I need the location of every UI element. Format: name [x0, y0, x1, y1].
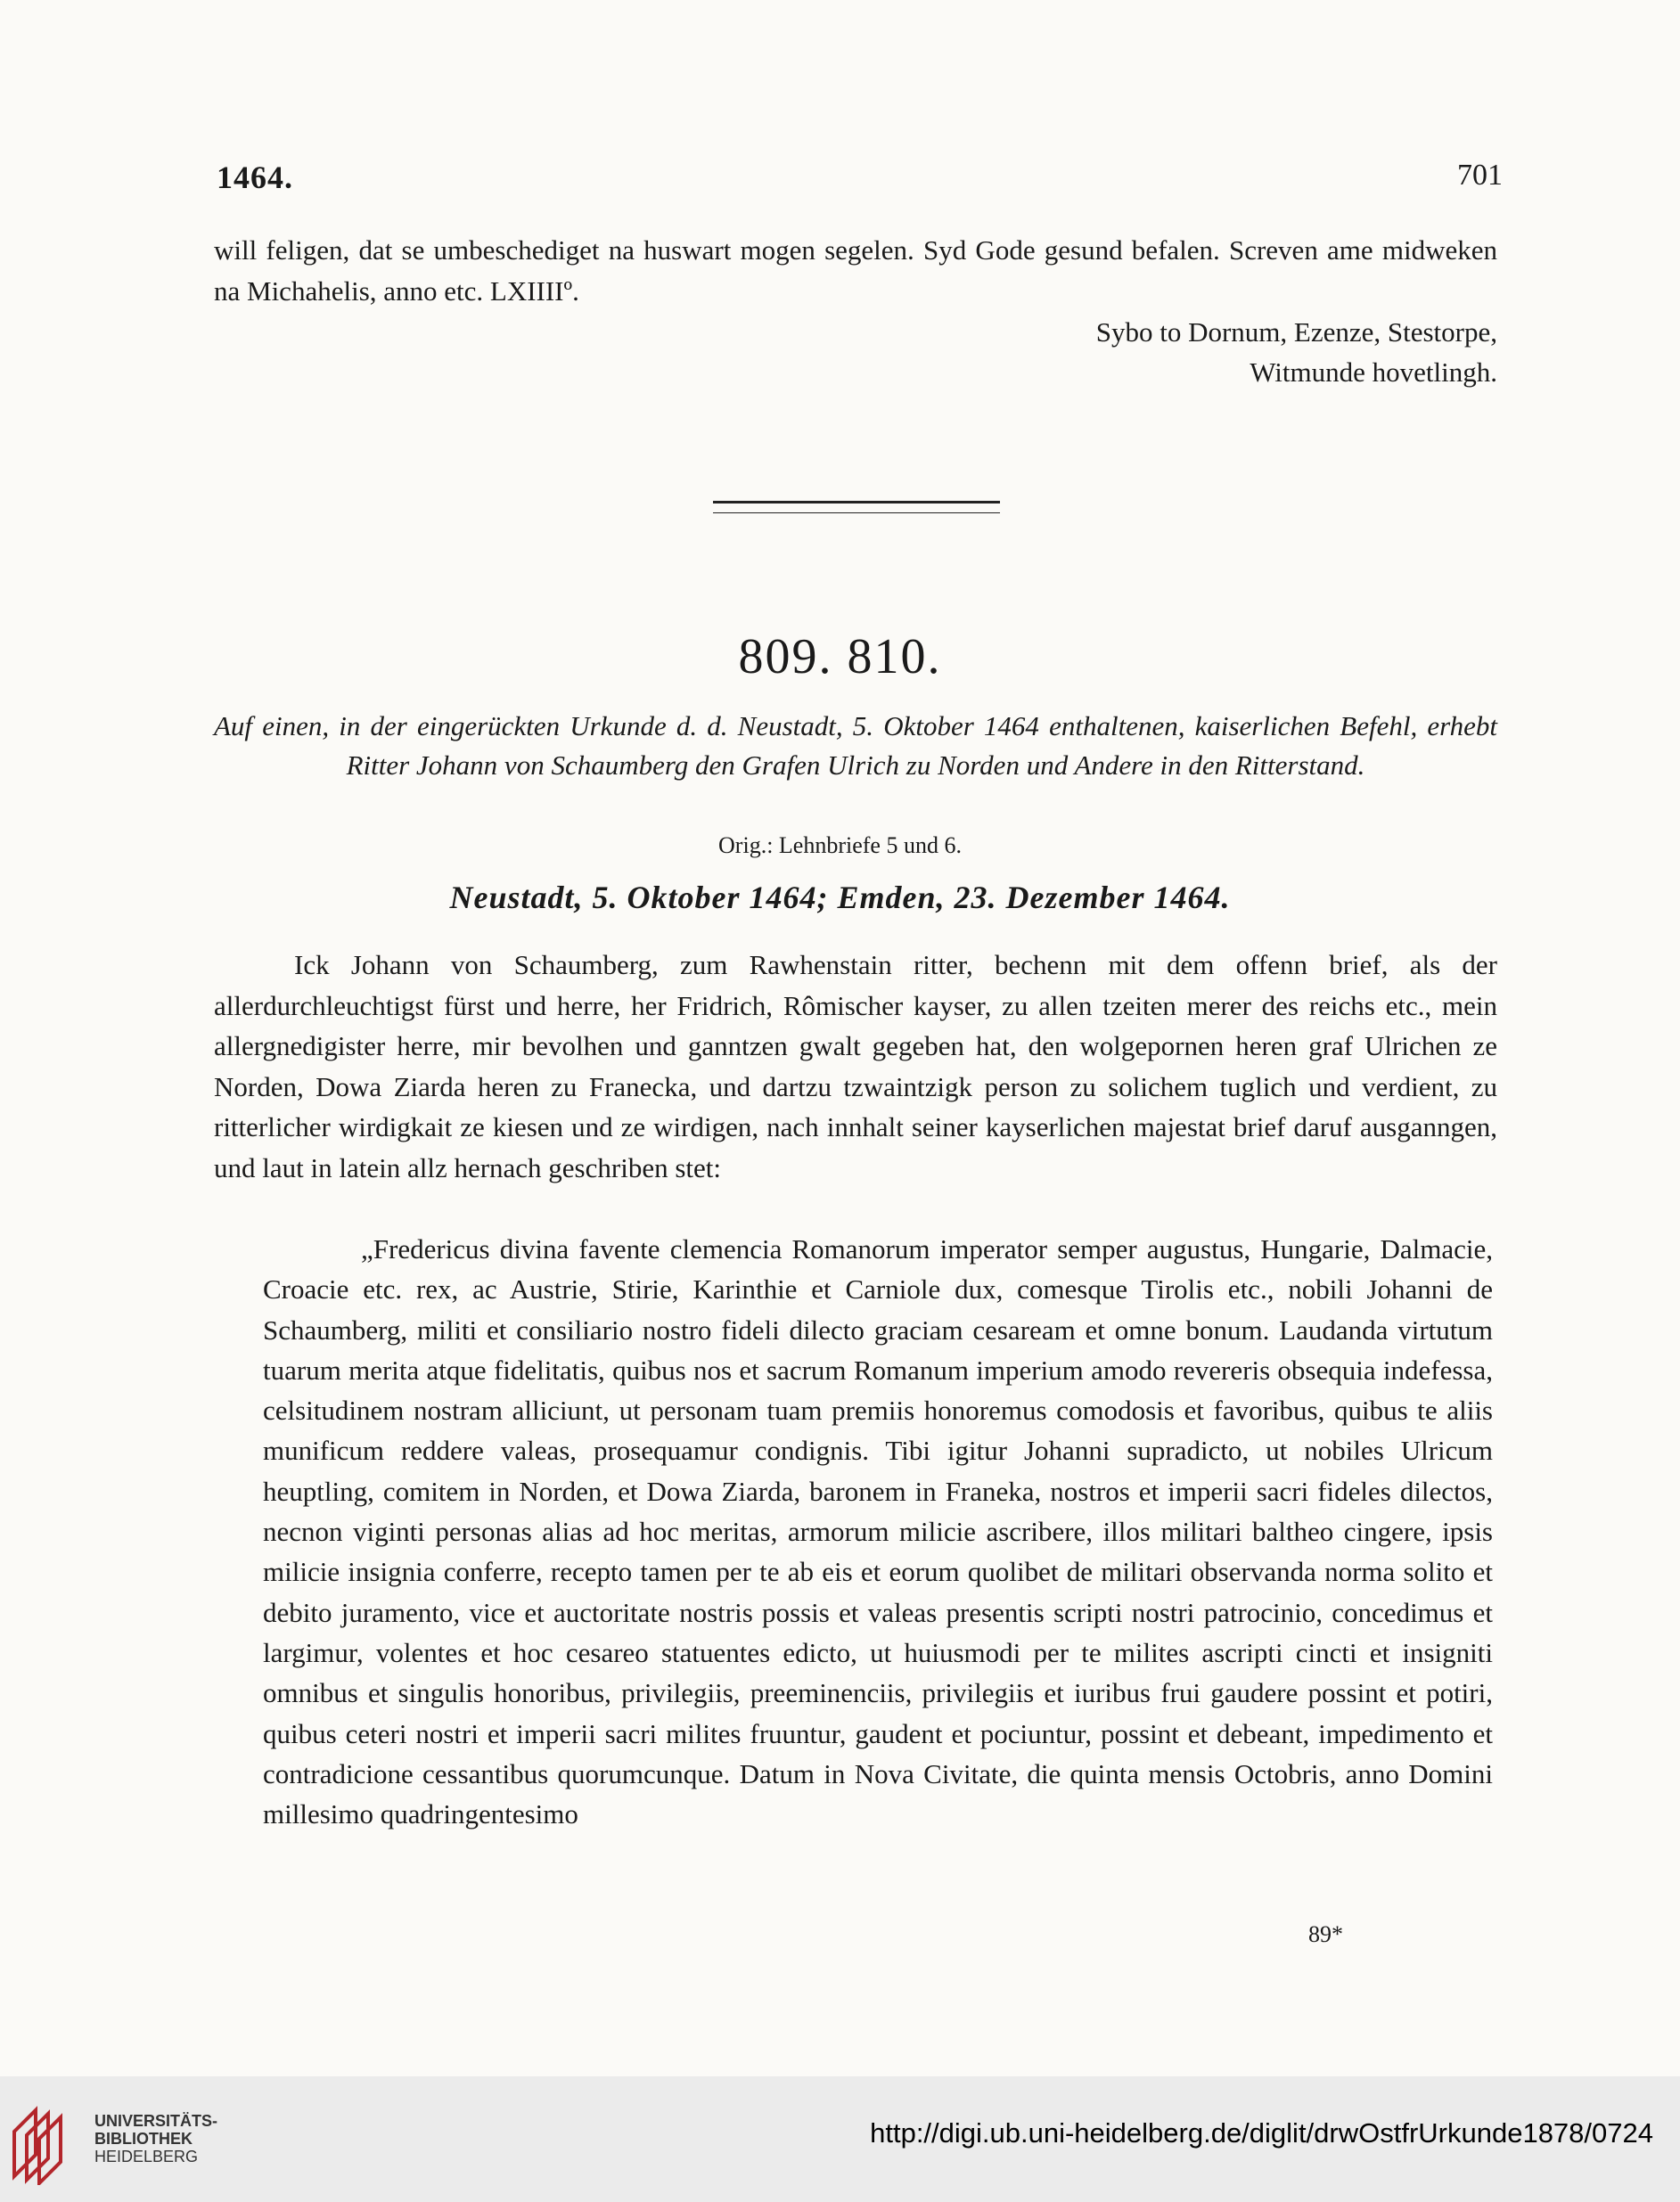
- running-head-year: 1464.: [217, 160, 293, 195]
- signature-line-2: Witmunde hovetlingh.: [1250, 356, 1497, 388]
- dateline: Neustadt, 5. Oktober 1464; Emden, 23. Dezember 1464.: [449, 880, 1231, 915]
- library-name-line-1: UNIVERSITÄTS-: [94, 2112, 218, 2130]
- library-name: [94, 2112, 217, 2165]
- signature-line-1: Sybo to Dornum, Ezenze, Stestorpe,: [1095, 316, 1497, 348]
- quoted-charter: [263, 1229, 1493, 1834]
- source-reference: Orig.: Lehnbriefe 5 und 6.: [718, 832, 962, 858]
- body-paragraph: [214, 945, 1497, 1188]
- document-number: 809. 810.: [738, 629, 942, 684]
- quote-text: „Fredericus divina favente clemencia Romanorum imperator semper augustus, Hungarie, Dalmacie, Croacie etc. rex, ac Austrie, Stirie, Karinthie et Carniole dux, comesque Tirolis etc., nobili Johanni de Schaumberg, militi et consiliario nostro fideli dilecto graciam cesaream et omne bonum. Laudanda virtutum tuarum merita atque fidelitatis, quibus nos et sacrum Romanum imperium amodo revereris obsequia indefessa, celsitudinem nostram alliciunt, ut personam tuam premiis honoremus comodosis et favoribus, quibus te aliis munificum reddere valeas, prosequamur condignis. Tibi igitur Johanni supradicto, ut nobiles Ulricum heuptling, comitem in Norden, et Dowa Ziarda, baronem in Franeka, nostros et imperii sacri fideles dilectos, necnon viginti personas alias ad hoc meritas, armorum milicie ascribere, illos militari baltheo cingere, ipsis milicie insignia conferre, recepto tamen per te ab eis et eorum quolibet de militari observanda norma solito et debito juramento, vice et auctoritate nostris possis et valeas presentis scripti nostri patrocinio, concedimus et largimur, volentes et hoc cesareo statuentes edicto, ut huiusmodi per te milites ascripti cincti et insigniti omnibus et singulis honoribus, privilegiis, preeminenciis, privilegiis et iuribus frui gaudere possint et potiri, quibus ceteri nostri et imperii sacri milites fruuntur, gaudent et pociuntur, possint et debeant, impedimento et contradicione cessantibus quorumcunque. Datum in Nova Civitate, die quinta mensis Octobris, anno Domini millesimo quadringentesimo: [263, 1233, 1493, 1830]
- viewer-footer: [0, 2076, 1680, 2202]
- library-name-line-2: BIBLIOTHEK: [94, 2130, 193, 2148]
- intro-paragraph: [214, 230, 1497, 311]
- intro-text: will feligen, dat se umbeschediget na huswart mogen segelen. Syd Gode gesund befalen. Screven ame midweken na Michahelis, anno etc. LXIIIIº.: [214, 234, 1497, 307]
- library-name-line-3: HEIDELBERG: [94, 2148, 199, 2165]
- library-logo-icon: [9, 2096, 73, 2185]
- sheet-signature: 89*: [1308, 1921, 1343, 1947]
- body-text: Ick Johann von Schaumberg, zum Rawhenstain ritter, bechenn mit dem offenn brief, als der allerdurchleuchtigst fürst und herre, her Fridrich, Rômischer kayser, zu allen tzeiten merer des reichs etc., mein allergnedigister herre, mir bevolhen und ganntzen gwalt gegeben hat, den wolgepornen heren graf Ulrichen ze Norden, Dowa Ziarda heren zu Franecka, und dartzu tzwaintzigk person zu solichem tuglich und verdient, zu ritterlicher wirdigkait ze kiesen und ze wirdigen, nach innhalt seiner kayserlichen majestat brief daruf ausganngen, und laut in latein allz hernach geschriben stet:: [214, 949, 1497, 1183]
- section-divider: [713, 501, 1000, 513]
- signature-block: [873, 312, 1497, 392]
- permalink-url[interactable]: http://digi.ub.uni-heidelberg.de/diglit/drwOstfrUrkunde1878/0724: [870, 2117, 1653, 2149]
- document-summary: Auf einen, in der eingerückten Urkunde d. d. Neustadt, 5. Oktober 1464 enthaltenen, kaiserlichen Befehl, erhebt Ritter Johann von Schaumberg den Grafen Ulrich zu Norden und Andere in den Ritterstand.: [214, 710, 1497, 781]
- page-number: 701: [1457, 159, 1503, 192]
